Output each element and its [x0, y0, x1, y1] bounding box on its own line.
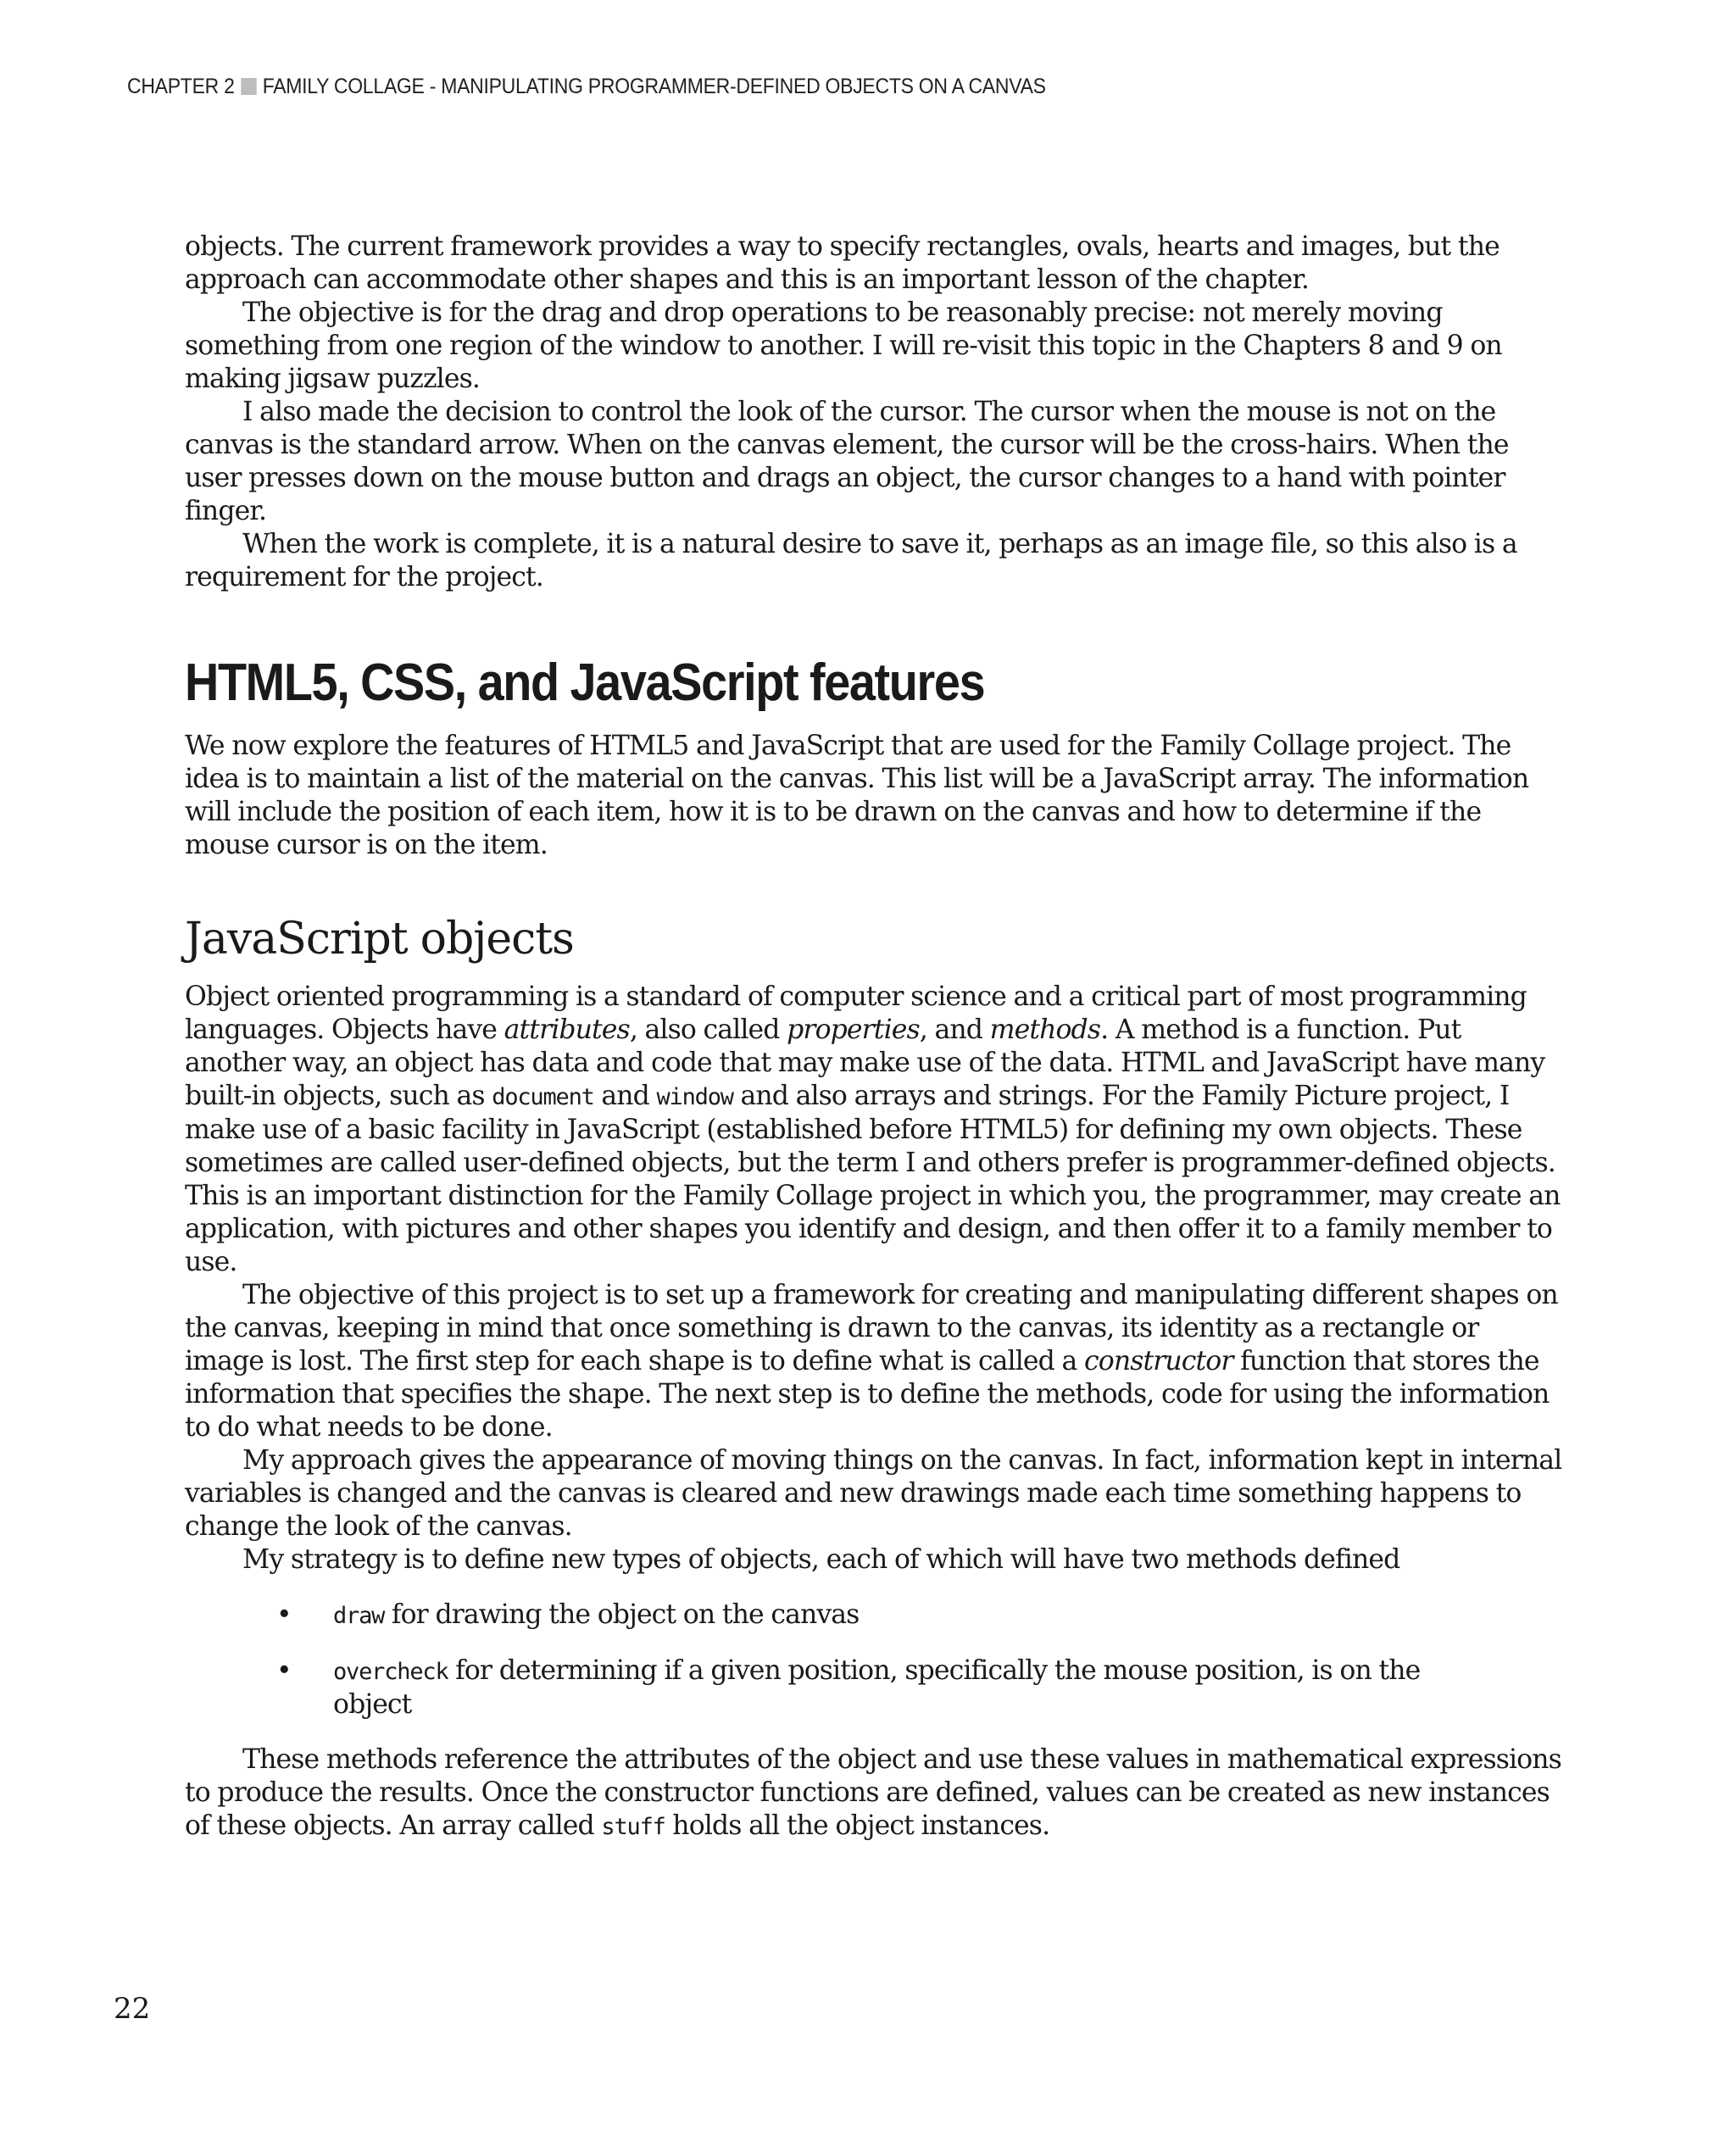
code-stuff: stuff [601, 1814, 665, 1840]
code-overcheck: overcheck [333, 1659, 448, 1685]
paragraph: My strategy is to define new types of objects, each of which will have two methods defined [242, 1544, 1400, 1575]
term-methods: methods [989, 1015, 1101, 1045]
list-item: • overcheck for determining if a given position, specifically the mouse position, is on the object [276, 1655, 1421, 1720]
term-properties: properties [787, 1015, 920, 1045]
paragraph: The objective is for the drag and drop operations to be reasonably precise: not merely moving something from one region of the window to another. I will re-visit this topic in the Chapters 8 and 9 on making jigsaw puzzles. [185, 298, 1502, 394]
list-item: • draw for drawing the object on the canvas [276, 1599, 860, 1630]
paragraph: When the work is complete, it is a natural desire to save it, perhaps as an image file, so this also is a requirement for the project. [185, 529, 1517, 592]
page-body [185, 231, 1562, 1843]
subsection-heading: JavaScript objects [185, 914, 574, 965]
bullet-icon: • [276, 1599, 292, 1630]
paragraph: objects. The current framework provides a way to specify rectangles, ovals, hearts and images, but the approach can accommodate other shapes and this is an important lesson of the chapter. [185, 231, 1500, 295]
term-constructor: constructor [1084, 1346, 1233, 1376]
paragraph: Object oriented programming is a standard of computer science and a critical part of most programming languages. Objects have attributes, also called properties, and methods. A method is a function. Put another way, an object has data and code that may make use of the data. HTML and JavaScript have many built-in objects, such as document and window and also arrays and strings. For the Family Picture project, I make use of a basic facility in JavaScript (established before HTML5) for defining my own objects. These sometimes are called user-defined objects, but the term I and others prefer is programmer-defined objects. This is an important distinction for the Family Collage project in which you, the programmer, may create an application, with pictures and other shapes you identify and design, and then offer it to a family member to use. [185, 982, 1561, 1277]
paragraph: These methods reference the attributes of the object and use these values in mathematical expressions to produce the results. Once the constructor functions are defined, values can be created as new instances of these objects. An array called stuff holds all the object instances. [185, 1744, 1561, 1841]
page-number: 22 [114, 1992, 151, 2026]
running-header [127, 75, 1046, 99]
section-heading: HTML5, CSS, and JavaScript features [185, 653, 985, 712]
methods-list [185, 1599, 1562, 1721]
paragraph: The objective of this project is to set up a framework for creating and manipulating different shapes on the canvas, keeping in mind that once something is drawn to the canvas, its identity as a rectangle or image is lost. The first step for each shape is to define what is called a constructor function that stores the information that specifies the shape. The next step is to define the methods, code for using the information to do what needs to be done. [185, 1280, 1558, 1443]
bullet-icon: • [276, 1655, 292, 1686]
paragraph: My approach gives the appearance of moving things on the canvas. In fact, information kept in internal variables is changed and the canvas is cleared and new drawings made each time something happens to change the look of the canvas. [185, 1445, 1562, 1542]
code-draw: draw [333, 1603, 385, 1629]
chapter-label: CHAPTER 2 [127, 75, 235, 98]
chapter-title: FAMILY COLLAGE - MANIPULATING PROGRAMMER-DEFINED OBJECTS ON A CANVAS [262, 75, 1046, 98]
code-window: window [656, 1084, 733, 1110]
header-separator-square [241, 78, 256, 95]
code-document: document [492, 1084, 594, 1110]
paragraph: We now explore the features of HTML5 and JavaScript that are used for the Family Collage project. The idea is to maintain a list of the material on the canvas. This list will be a JavaScript array. The information will include the position of each item, how it is to be drawn on the canvas and how to determine if the mouse cursor is on the item. [185, 731, 1529, 860]
term-attributes: attributes [504, 1015, 630, 1045]
paragraph: I also made the decision to control the look of the cursor. The cursor when the mouse is not on the canvas is the standard arrow. When on the canvas element, the cursor will be the cross-hairs. When the user presses down on the mouse button and drags an object, the cursor changes to a hand with pointer finger. [185, 397, 1509, 526]
